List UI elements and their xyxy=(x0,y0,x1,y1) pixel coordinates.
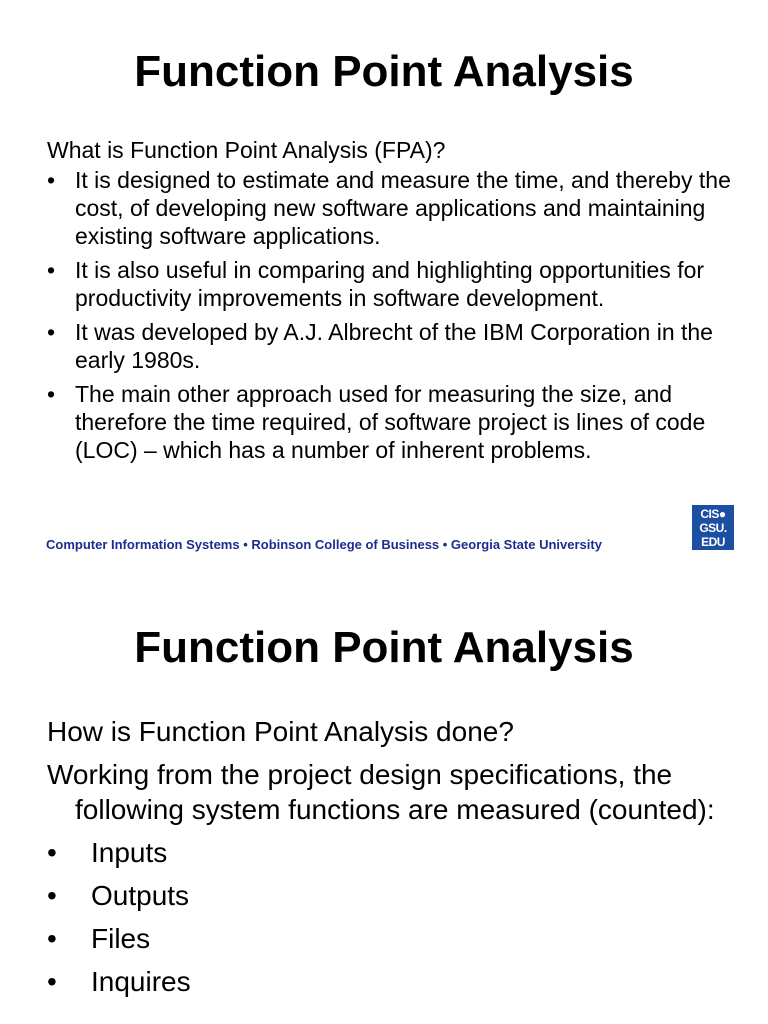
bullet-text: It is designed to estimate and measure the time, and thereby the cost, of developing new software applications and maintaining existing software applications. xyxy=(75,167,731,249)
list-item xyxy=(47,921,737,956)
slide-2 xyxy=(0,576,768,1024)
slide-body xyxy=(47,714,737,1007)
list-item xyxy=(47,380,747,464)
bullet-icon: • xyxy=(47,966,57,997)
bullet-text: It was developed by A.J. Albrecht of the IBM Corporation in the early 1980s. xyxy=(75,319,713,373)
list-item xyxy=(47,318,747,374)
logo-line: EDU xyxy=(701,535,725,549)
list-item xyxy=(47,964,737,999)
intro-question: What is Function Point Analysis (FPA)? xyxy=(47,137,446,163)
list-item xyxy=(47,878,737,913)
working-text: Working from the project design specifications, the following system functions are measured (counted): xyxy=(47,759,715,825)
bullet-icon: • xyxy=(47,880,57,911)
intro-question: How is Function Point Analysis done? xyxy=(47,716,514,747)
list-item xyxy=(47,166,747,250)
footer-text: Computer Information Systems • Robinson College of Business • Georgia State University xyxy=(46,537,602,552)
bullet-icon: • xyxy=(47,257,56,283)
item-text: Files xyxy=(91,923,151,954)
list-item xyxy=(47,835,737,870)
bullet-icon: • xyxy=(47,923,57,954)
bullet-icon: • xyxy=(47,381,56,407)
logo-line: CIS● xyxy=(700,507,726,521)
item-text: Outputs xyxy=(91,880,190,911)
bullet-icon: • xyxy=(47,319,56,345)
list-item xyxy=(47,256,747,312)
bullet-icon: • xyxy=(47,837,57,868)
logo-line: GSU. xyxy=(699,521,727,535)
bullet-list xyxy=(47,166,747,464)
bullet-text: The main other approach used for measuring the size, and therefore the time required, of software project is lines of code (LOC) – which has a number of inherent problems. xyxy=(75,381,706,463)
function-list xyxy=(47,835,737,999)
bullet-icon: • xyxy=(47,167,56,193)
item-text: Inquires xyxy=(91,966,191,997)
bullet-text: It is also useful in comparing and highlighting opportunities for productivity improvements in software development. xyxy=(75,257,705,311)
slide-body xyxy=(47,136,747,470)
slide-title: Function Point Analysis xyxy=(134,47,634,96)
item-text: Inputs xyxy=(91,837,168,868)
cis-gsu-logo xyxy=(692,505,734,550)
slide-title: Function Point Analysis xyxy=(134,623,634,672)
